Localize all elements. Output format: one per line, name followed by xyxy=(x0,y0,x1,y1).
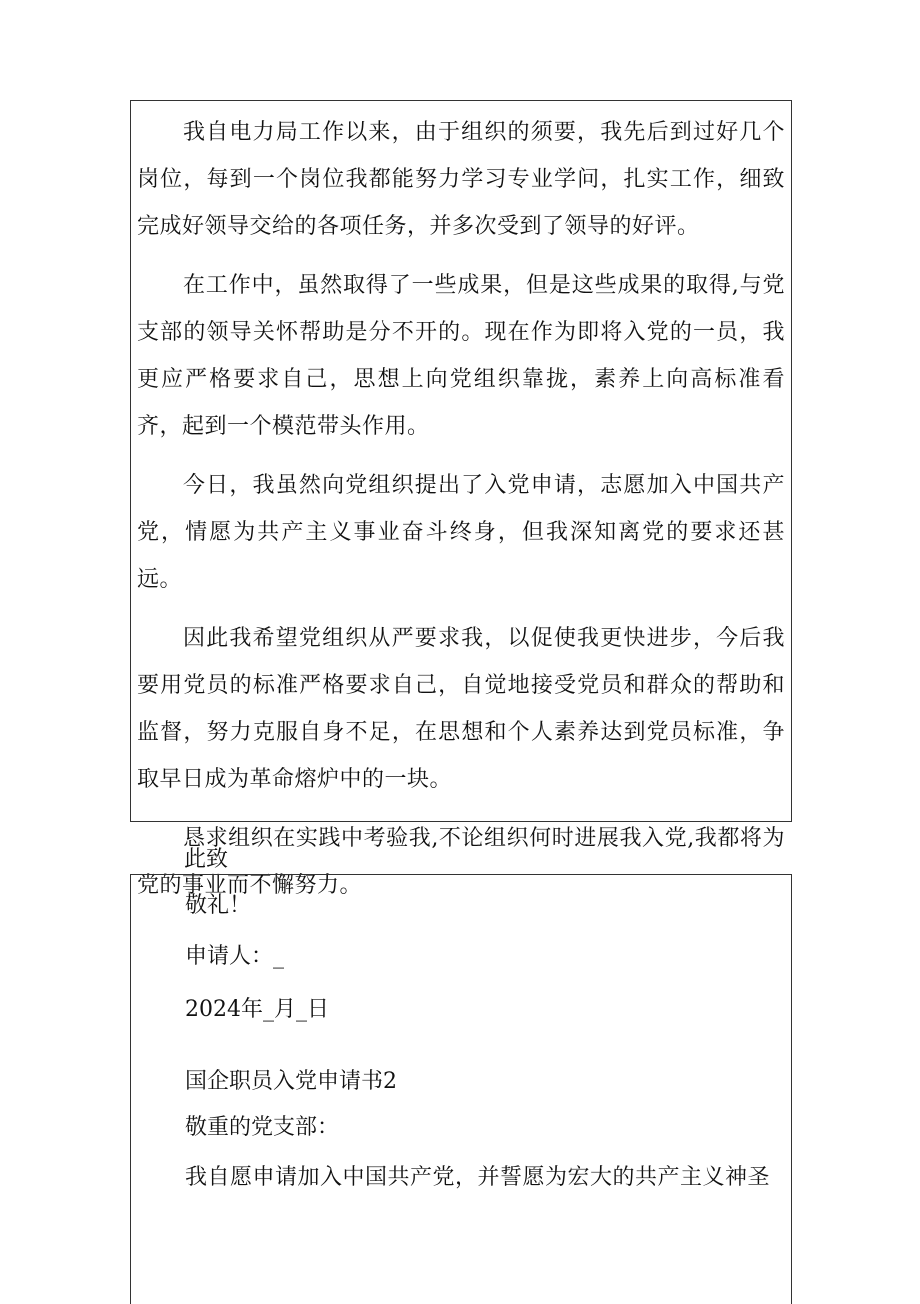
body-paragraph-5: 恳求组织在实践中考验我,不论组织何时进展我入党,我都将为党的事业而不懈努力。 xyxy=(137,826,785,898)
next-letter-title: 国企职员入党申请书2 xyxy=(185,1069,397,1094)
body-paragraph-2: 在工作中，虽然取得了一些成果，但是这些成果的取得,与党支部的领导关怀帮助是分不开的。现在作为即将入党的一员，我更应严格要求自己，思想上向党组织靠拢，素养上向高标准看齐，起到一个模范带头作用。 xyxy=(137,273,785,439)
closing-box xyxy=(130,874,792,1304)
body-paragraph-1: 我自电力局工作以来，由于组织的须要，我先后到过好几个岗位，每到一个岗位我都能努力学习专业学问，扎实工作，细致完成好领导交给的各项任务，并多次受到了领导的好评。 xyxy=(137,120,785,239)
next-letter-greeting: 敬重的党支部： xyxy=(185,1115,340,1140)
applicant-line: 申请人：_ xyxy=(185,944,285,969)
body-paragraph-4: 因此我希望党组织从严要求我，以促使我更快进步，今后我要用党员的标准严格要求自己，自觉地接受党员和群众的帮助和监督，努力克服自身不足，在思想和个人素养达到党员标准，争取早日成为革命熔炉中的一块。 xyxy=(137,626,785,792)
salutation-end: 敬礼！ xyxy=(185,893,252,918)
date-line: 2024年_月_日 xyxy=(185,997,329,1022)
salutation-start: 此致 xyxy=(184,847,229,872)
next-letter-first-line: 我自愿申请加入中国共产党，并誓愿为宏大的共产主义神圣 xyxy=(185,1165,771,1190)
body-paragraph-3: 今日，我虽然向党组织提出了入党申请，志愿加入中国共产党，情愿为共产主义事业奋斗终身，但我深知离党的要求还甚远。 xyxy=(137,473,785,592)
